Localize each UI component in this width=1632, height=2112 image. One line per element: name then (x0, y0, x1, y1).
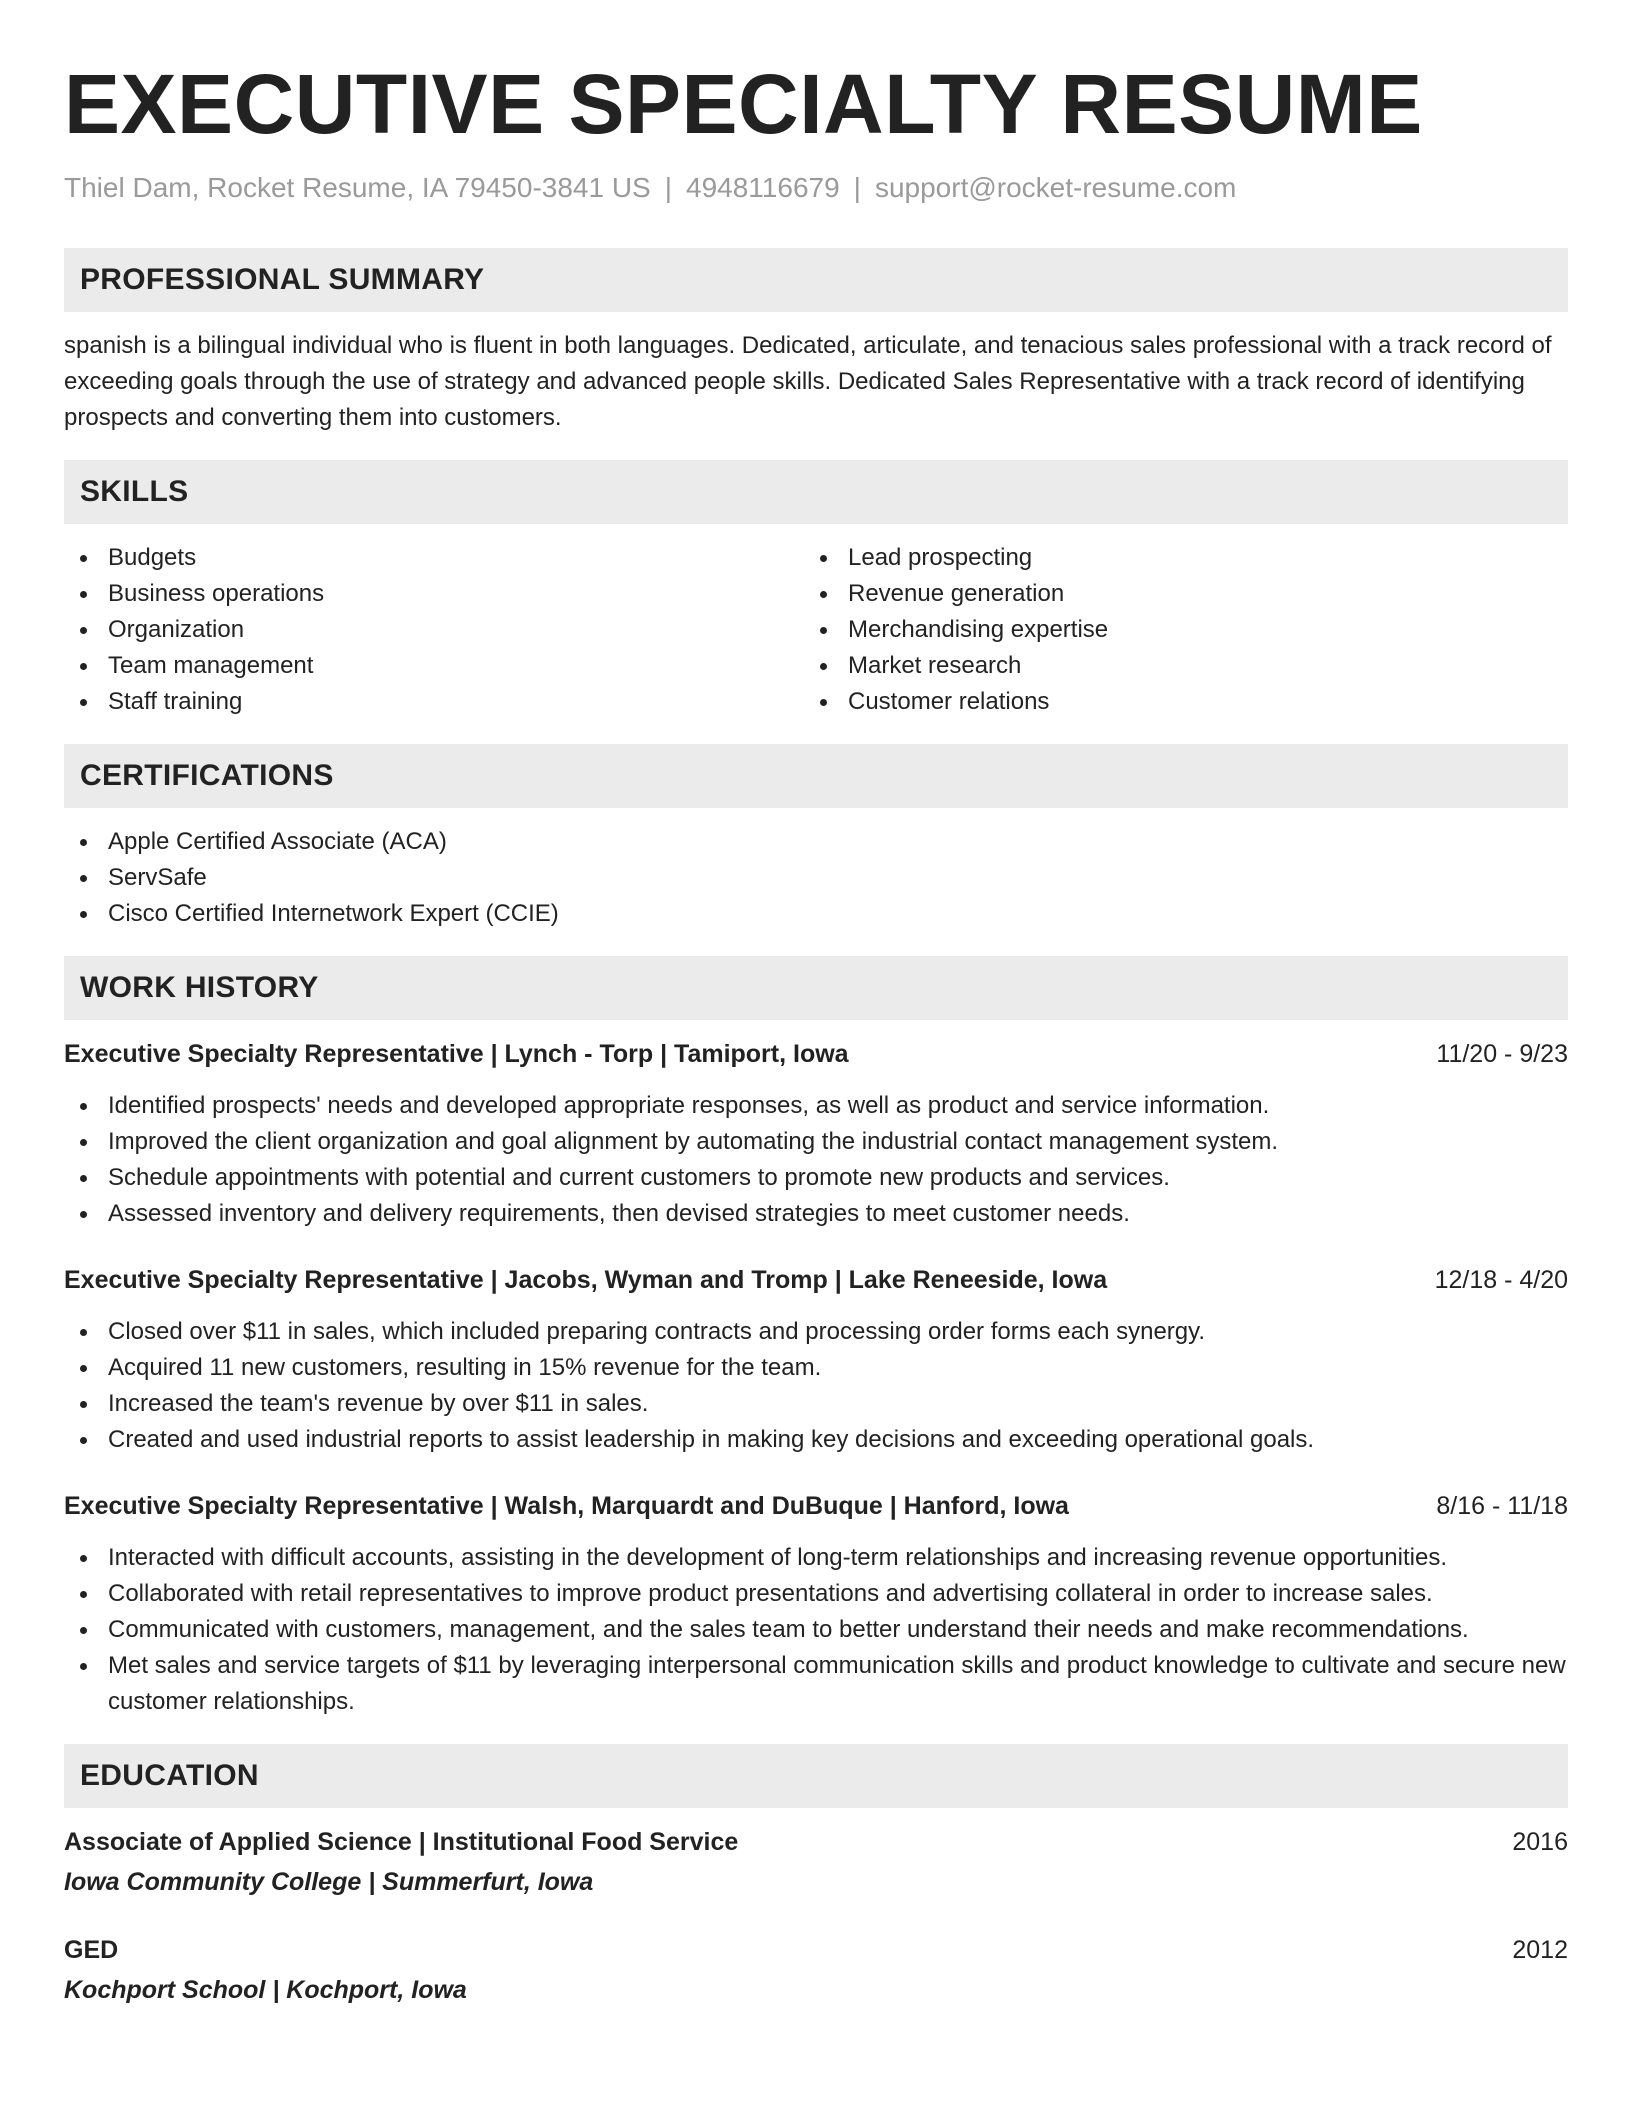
skill-item: Merchandising expertise (804, 612, 1544, 648)
job-dates: 8/16 - 11/18 (1436, 1492, 1568, 1520)
education-entry (64, 1824, 1568, 1900)
contact-phone: 4948116679 (686, 172, 840, 203)
job-dates: 11/20 - 9/23 (1436, 1040, 1568, 1068)
education-year: 2016 (1512, 1828, 1568, 1856)
education-entry (64, 1932, 1568, 2008)
certification-item: ServSafe (64, 860, 1568, 896)
skill-item: Staff training (64, 684, 804, 720)
section-header-certifications: CERTIFICATIONS (64, 744, 1568, 808)
education-degree: Associate of Applied Science | Institutional Food Service (64, 1828, 739, 1856)
education-header (64, 1932, 1568, 1968)
job-bullet: Acquired 11 new customers, resulting in 15% revenue for the team. (64, 1350, 1568, 1386)
education-school: Iowa Community College | Summerfurt, Iowa (64, 1868, 594, 1896)
section-header-skills: SKILLS (64, 460, 1568, 524)
contact-separator: | (664, 172, 673, 203)
contact-email[interactable]: support@rocket-resume.com (874, 172, 1237, 203)
skill-item: Revenue generation (804, 576, 1544, 612)
job-bullet: Collaborated with retail representatives to improve product presentations and advertising collateral in order to increase sales. (64, 1576, 1568, 1612)
skill-item: Team management (64, 648, 804, 684)
job-bullet: Identified prospects' needs and developed appropriate responses, as well as product and service information. (64, 1088, 1568, 1124)
job-entry (64, 1262, 1568, 1458)
job-title: Executive Specialty Representative | Lynch - Torp | Tamiport, Iowa (64, 1040, 849, 1068)
certification-item: Cisco Certified Internetwork Expert (CCIE) (64, 896, 1568, 932)
job-bullet: Improved the client organization and goal alignment by automating the industrial contact management system. (64, 1124, 1568, 1160)
certification-item: Apple Certified Associate (ACA) (64, 824, 1568, 860)
job-entry (64, 1488, 1568, 1720)
job-bullets (64, 1088, 1568, 1232)
skills-column-left (64, 540, 804, 720)
summary-text: spanish is a bilingual individual who is fluent in both languages. Dedicated, articulate, and tenacious sales professional with a track record of exceeding goals through the use of strategy and advanced people skills. Dedicated Sales Representative with a track record of identifying prospects and converting them into customers. (64, 332, 1552, 431)
job-bullet: Communicated with customers, management, and the sales team to better understand their needs and make recommendations. (64, 1612, 1568, 1648)
skills-grid (64, 540, 1568, 720)
job-dates: 12/18 - 4/20 (1434, 1266, 1568, 1294)
skills-column-right (804, 540, 1544, 720)
education-header (64, 1824, 1568, 1860)
job-bullet: Created and used industrial reports to assist leadership in making key decisions and exceeding operational goals. (64, 1422, 1568, 1458)
contact-separator: | (853, 172, 861, 203)
job-title: Executive Specialty Representative | Jacobs, Wyman and Tromp | Lake Reneeside, Iowa (64, 1266, 1108, 1294)
job-header (64, 1262, 1568, 1298)
job-bullet: Met sales and service targets of $11 by leveraging interpersonal communication skills and product knowledge to cultivate and secure new customer relationships. (64, 1648, 1568, 1720)
education-school: Kochport School | Kochport, Iowa (64, 1976, 467, 2004)
section-header-education: EDUCATION (64, 1744, 1568, 1808)
skill-item: Organization (64, 612, 804, 648)
skill-item: Business operations (64, 576, 804, 612)
resume-title: EXECUTIVE SPECIALTY RESUME (64, 57, 1423, 151)
skill-item: Market research (804, 648, 1544, 684)
job-bullet: Increased the team's revenue by over $11 in sales. (64, 1386, 1568, 1422)
job-bullet: Assessed inventory and delivery requirements, then devised strategies to meet customer needs. (64, 1196, 1568, 1232)
skill-item: Lead prospecting (804, 540, 1544, 576)
section-header-work-history: WORK HISTORY (64, 956, 1568, 1020)
skill-item: Budgets (64, 540, 804, 576)
job-bullets (64, 1540, 1568, 1720)
education-degree: GED (64, 1936, 119, 1964)
contact-line (64, 168, 1568, 208)
job-bullet: Closed over $11 in sales, which included preparing contracts and processing order forms each synergy. (64, 1314, 1568, 1350)
job-bullets (64, 1314, 1568, 1458)
certifications-list (64, 824, 1568, 932)
contact-address: Thiel Dam, Rocket Resume, IA 79450-3841 US (64, 172, 651, 203)
job-bullet: Schedule appointments with potential and current customers to promote new products and services. (64, 1160, 1568, 1196)
job-bullet: Interacted with difficult accounts, assisting in the development of long-term relationships and increasing revenue opportunities. (64, 1540, 1568, 1576)
job-header (64, 1488, 1568, 1524)
education-year: 2012 (1512, 1936, 1568, 1964)
section-header-summary: PROFESSIONAL SUMMARY (64, 248, 1568, 312)
job-header (64, 1036, 1568, 1072)
job-title: Executive Specialty Representative | Walsh, Marquardt and DuBuque | Hanford, Iowa (64, 1492, 1069, 1520)
skill-item: Customer relations (804, 684, 1544, 720)
job-entry (64, 1036, 1568, 1232)
